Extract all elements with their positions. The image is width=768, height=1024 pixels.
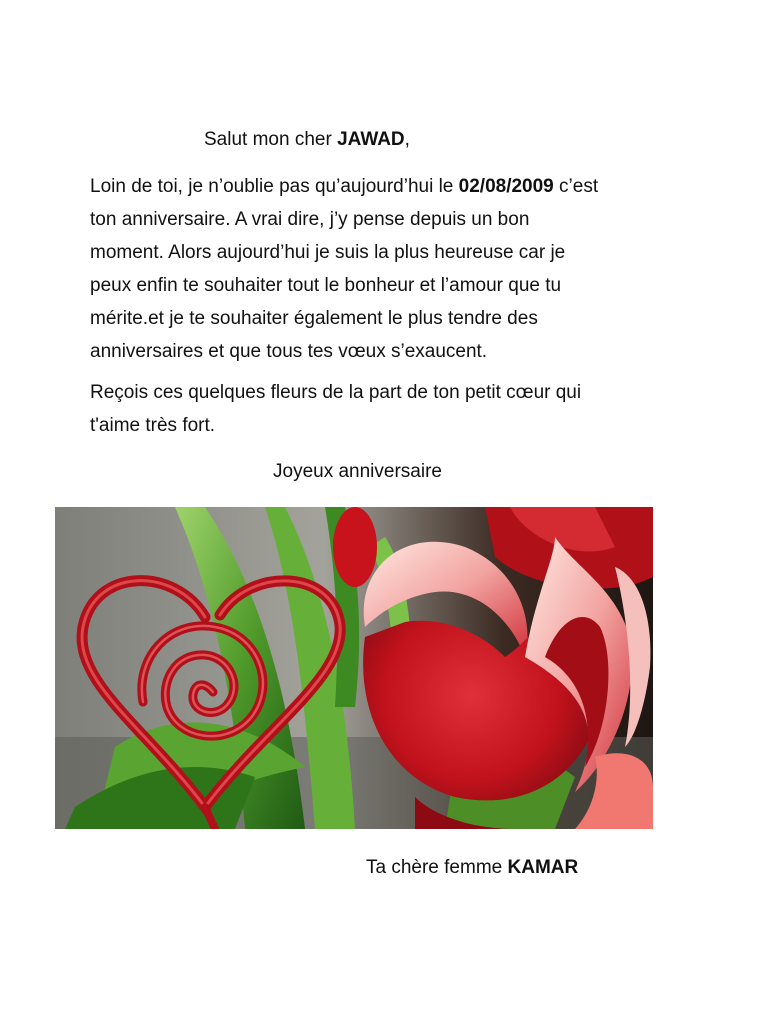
- tulips-heart-photo: [55, 507, 653, 829]
- signature-line: [366, 851, 578, 884]
- greeting-line: [204, 123, 410, 156]
- sender-name: KAMAR: [507, 857, 579, 878]
- paragraph1-line4: peux enfin te souhaiter tout le bonheur et l’amour que tu: [90, 275, 562, 296]
- paragraph1-line1-end: c’est: [553, 176, 599, 197]
- birthday-wish: Joyeux anniversaire: [273, 461, 442, 482]
- greeting-suffix: ,: [404, 129, 410, 150]
- paragraph1-line6: anniversaires et que tous tes vœux s’exaucent.: [90, 341, 488, 362]
- paragraph1-line1-start: Loin de toi, je n’oublie pas qu’aujourd’hui le: [90, 176, 459, 197]
- paragraph1-line5: mérite.et je te souhaiter également le plus tendre des: [90, 308, 538, 329]
- paragraph2-line1: Reçois ces quelques fleurs de la part de ton petit cœur qui: [90, 382, 582, 403]
- recipient-name: JAWAD: [337, 129, 405, 150]
- paragraph-flowers: [90, 376, 690, 442]
- signature-prefix: Ta chère femme: [366, 857, 508, 878]
- paragraph1-line1: [90, 170, 690, 203]
- birthday-date: 02/08/2009: [458, 176, 554, 197]
- greeting-prefix: Salut mon cher: [204, 129, 338, 150]
- paragraph1-line3: moment. Alors aujourd’hui je suis la plus heureuse car je: [90, 242, 566, 263]
- paragraph-birthday-message: [90, 170, 690, 368]
- paragraph2-line2: t'aime très fort.: [90, 415, 216, 436]
- paragraph1-line2: ton anniversaire. A vrai dire, j’y pense depuis un bon: [90, 209, 530, 230]
